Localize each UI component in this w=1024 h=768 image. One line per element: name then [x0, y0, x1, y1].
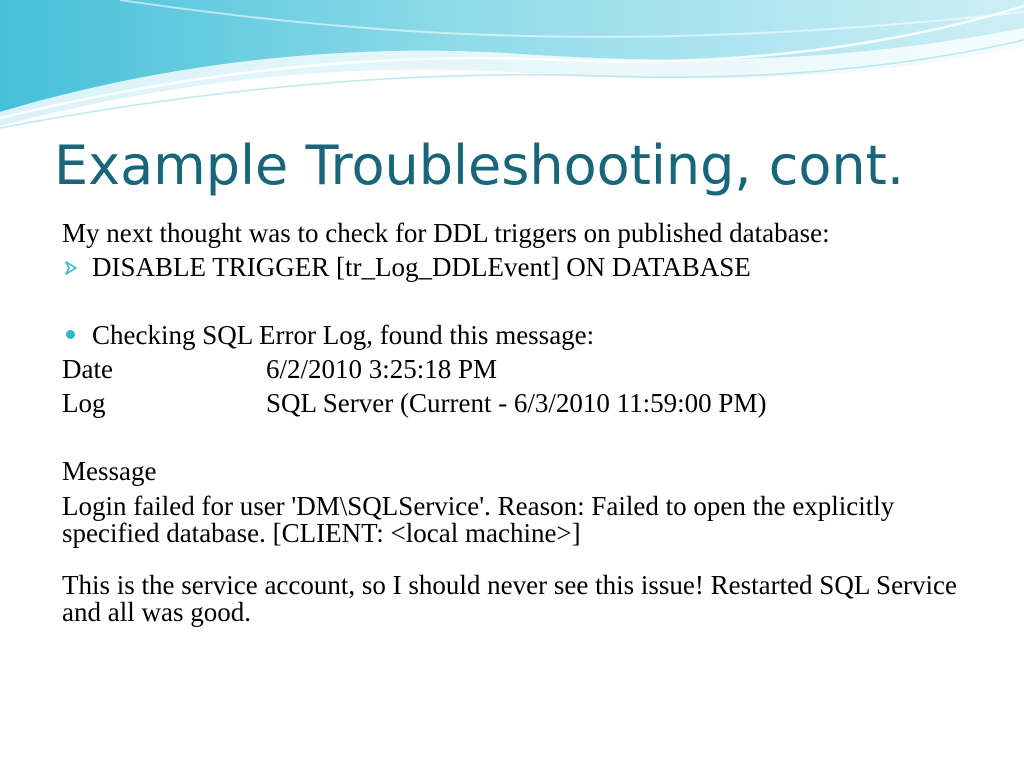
spacer: [62, 547, 992, 567]
dot-list-item: [62, 318, 992, 352]
header-wave-decoration: [0, 0, 1024, 130]
dot-item-text: Checking SQL Error Log, found this message:: [92, 320, 595, 350]
arrow-item-text: DISABLE TRIGGER [tr_Log_DDLEvent] ON DATABASE: [92, 252, 751, 282]
message-label: Message: [62, 456, 157, 486]
arrow-bullet-icon: [64, 261, 78, 275]
spacer: [62, 284, 992, 318]
slide-title: Example Troubleshooting, cont.: [54, 134, 904, 197]
message-text: Login failed for user 'DM\SQLService'. Reason: Failed to open the explicitly specified database. [CLIENT: <local machine>]: [62, 491, 895, 548]
log-source-row: [62, 386, 992, 420]
log-value: SQL Server (Current - 6/3/2010 11:59:00 PM): [266, 388, 767, 418]
intro-line: My next thought was to check for DDL triggers on published database:: [62, 218, 830, 248]
slide-body: [62, 216, 992, 626]
log-date-row: [62, 352, 992, 386]
conclusion-text: This is the service account, so I should never see this issue! Restarted SQL Service and all was good.: [62, 570, 958, 627]
spacer: [62, 420, 992, 454]
date-label: Date: [62, 354, 113, 384]
log-label: Log: [62, 388, 106, 418]
arrow-list-item: [62, 250, 992, 284]
dot-bullet-icon: [66, 330, 75, 339]
date-value: 6/2/2010 3:25:18 PM: [266, 354, 498, 384]
